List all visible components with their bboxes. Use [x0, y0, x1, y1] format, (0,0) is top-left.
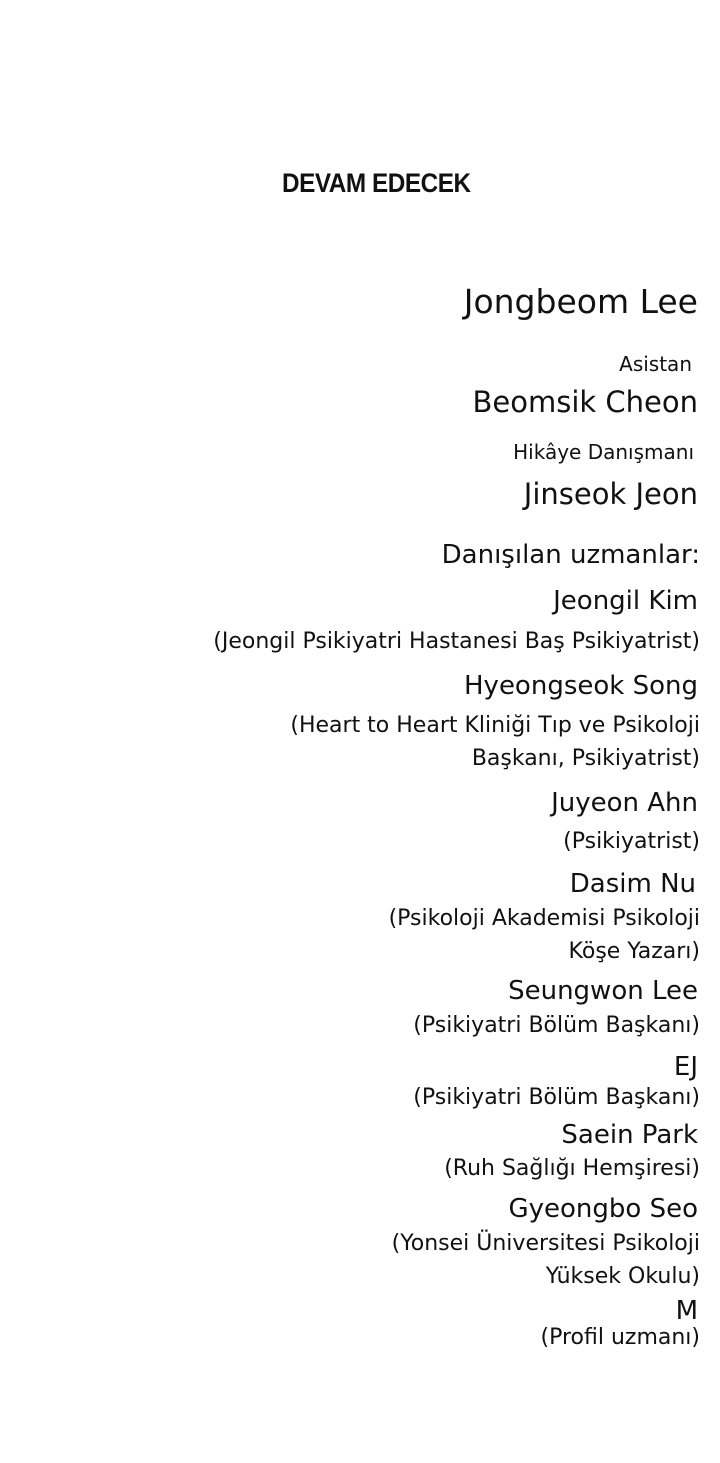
expert-name: Juyeon Ahn: [551, 788, 698, 818]
author-name: Jongbeom Lee: [463, 282, 698, 321]
expert-description: (Yonsei Üniversitesi Psikoloji: [391, 1231, 700, 1256]
expert-description: Başkanı, Psikiyatrist): [471, 746, 700, 771]
experts-heading: Danışılan uzmanlar:: [441, 540, 700, 570]
assistant-role-label: Asistan: [619, 352, 692, 376]
expert-description: (Psikiyatri Bölüm Başkanı): [413, 1085, 700, 1110]
expert-description: (Jeongil Psikiyatri Hastanesi Baş Psikiyatrist): [213, 629, 700, 654]
expert-description: (Profil uzmanı): [540, 1325, 700, 1350]
expert-description: (Ruh Sağlığı Hemşiresi): [444, 1156, 700, 1181]
expert-name: Saein Park: [561, 1120, 698, 1150]
expert-name: Jeongil Kim: [553, 586, 698, 616]
expert-name: EJ: [673, 1052, 698, 1082]
expert-description: (Psikoloji Akademisi Psikoloji: [388, 906, 700, 931]
expert-name: Hyeongseok Song: [464, 671, 698, 701]
expert-description: Yüksek Okulu): [545, 1264, 700, 1289]
story-consultant-role-label: Hikâye Danışmanı: [513, 440, 694, 464]
expert-name: M: [675, 1296, 698, 1326]
assistant-name: Beomsik Cheon: [472, 385, 698, 419]
story-consultant-name: Jinseok Jeon: [523, 477, 698, 511]
expert-name: Seungwon Lee: [508, 976, 698, 1006]
expert-description: Köşe Yazarı): [568, 939, 700, 964]
expert-description: (Heart to Heart Kliniği Tıp ve Psikoloji: [290, 713, 700, 738]
expert-name: Dasim Nu: [569, 869, 696, 899]
continued-heading: DEVAM EDECEK: [282, 168, 471, 198]
expert-name: Gyeongbo Seo: [508, 1194, 698, 1224]
expert-description: (Psikiyatri Bölüm Başkanı): [413, 1013, 700, 1038]
expert-description: (Psikiyatrist): [563, 829, 700, 854]
